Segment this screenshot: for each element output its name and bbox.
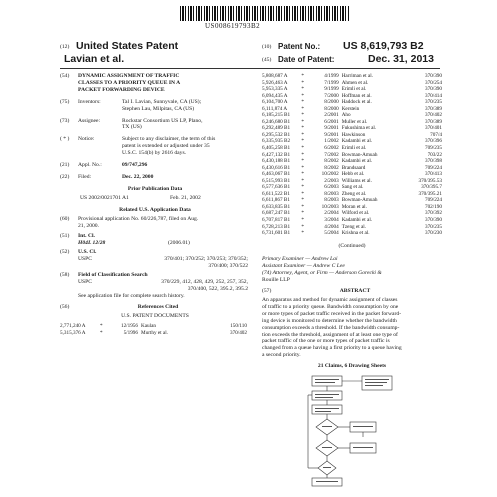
appl-number: 09/747,296 <box>122 162 148 169</box>
int-cl-label: Int. Cl. <box>78 233 95 240</box>
uspc-row <box>78 256 248 270</box>
ref-cited-by-examiner-mark: * <box>301 197 304 204</box>
appl-label: Appl. No.: <box>78 162 102 169</box>
notice-line: U.S.C. 154(b) by 2616 days. <box>122 150 187 157</box>
title-block <box>60 73 250 94</box>
assignee-line: Rockstar Consortium US LP, Plano, <box>122 117 203 124</box>
ref-date: 7/2002 <box>324 151 339 158</box>
claims-line: 21 Claims, 6 Drawing Sheets <box>317 363 387 369</box>
barcode-number: US008619793B2 <box>205 22 261 30</box>
ref-date: 8/2000 <box>324 105 339 112</box>
ref-class: 370/390 <box>424 86 442 93</box>
ref-date: 9/2001 <box>324 125 339 132</box>
ref-inventor: Aho <box>341 112 351 119</box>
provisional-line: 21, 2000. <box>78 222 99 229</box>
title-line: DYNAMIC ASSIGNMENT OF TRAFFIC <box>78 73 180 79</box>
abstract-text <box>262 297 444 359</box>
right-reference-list <box>262 73 442 237</box>
ref-number: 6,687,247 B1 <box>262 210 291 217</box>
ref-cited-by-examiner-mark: * <box>301 73 304 79</box>
prior-pub-date: Feb. 21, 2002 <box>170 194 201 201</box>
ref-cited-by-examiner-mark: * <box>301 145 304 152</box>
field-search-block <box>60 272 250 300</box>
filed-label: Filed: <box>78 173 92 180</box>
provisional-line: Provisional application No. 60/226,787, filed on Aug. <box>78 215 199 222</box>
field-search-body <box>78 272 248 300</box>
uspc-label: USPC <box>78 256 92 263</box>
ref-number: 6,185,215 B1 <box>262 112 291 119</box>
abstract-line: An apparatus and method for dynamic assignment of classes <box>262 297 398 303</box>
inventor-entry: Tal I. Lavian, Sunnyvale, CA (US); <box>122 98 202 105</box>
ref-inventor: Brandsaard <box>341 164 366 171</box>
ref-cited-by-examiner-mark: * <box>301 112 304 119</box>
notice-label: Notice: <box>78 136 95 143</box>
flow-box-text <box>365 385 383 386</box>
ref-cited-by-examiner-mark: * <box>301 164 304 171</box>
abstract-code: (57) <box>262 288 272 294</box>
flow-box <box>312 391 342 400</box>
patent-no-label: Patent No.: <box>278 42 321 51</box>
flow-box-text <box>315 408 339 409</box>
title-line: PACKET FORWARDING DEVICE <box>78 86 165 93</box>
ref-inventor: Bowman-Amuah <box>341 197 378 204</box>
ref-class: 370/390 <box>424 217 442 224</box>
ref-number: 6,577,636 B1 <box>262 184 291 191</box>
assistant-examiner: Assistant Examiner — Andrew C Lee <box>262 262 345 269</box>
ref-number: 2,771,240 A <box>60 323 86 330</box>
ref-inventor: Erimli et al. <box>341 86 367 93</box>
flow-box-text <box>353 426 373 427</box>
references-heading: References Cited <box>137 303 179 310</box>
ref-inventor: Harriman et al. <box>341 73 373 79</box>
ref-number: 5,808,687 A <box>262 73 288 79</box>
prior-pub-number: US 2002/0021701 A1 <box>80 194 129 201</box>
filed-date: Dec. 22, 2000 <box>122 173 154 180</box>
ref-class: 370/395.21 <box>418 190 442 197</box>
document-type-title: United States Patent <box>76 40 179 52</box>
ref-inventor: Ahmen et al. <box>341 79 369 86</box>
ref-date: 7/2000 <box>324 92 339 99</box>
ref-number: 6,430,188 B1 <box>262 158 291 165</box>
us-cl-code: (52) <box>60 249 70 256</box>
int-cl-code: (51) <box>60 233 70 240</box>
ref-class: 370/254 <box>424 79 442 86</box>
ref-date: 2/2003 <box>324 177 339 184</box>
ref-class: 709/224 <box>424 164 442 171</box>
ref-cited-by-examiner-mark: * <box>301 223 304 230</box>
assignee-label: Assignee: <box>78 117 101 124</box>
ref-inventor: Kaulan <box>141 323 156 330</box>
ref-number: 6,463,067 B1 <box>262 171 291 178</box>
abstract-line: of traffic to a priority queue. Bandwidth consumption by one <box>262 303 399 310</box>
ref-inventor: Fukushima et al. <box>341 125 377 132</box>
ref-inventor: Muller et al. <box>341 118 368 125</box>
ref-inventor: Erimli et al. <box>341 145 367 152</box>
ref-date: 4/2004 <box>324 223 339 230</box>
abstract-line: tion exceeds the threshold, assignment of at least one type of <box>262 331 398 338</box>
ref-number: 6,111,874 A <box>262 105 288 112</box>
abstract-line: changed from a queue having a first priority to a queue having <box>262 345 402 352</box>
ref-inventor: Sang et al. <box>341 184 364 191</box>
inventor-entry: Stephen Lau, Milpitas, CA (US) <box>122 105 195 112</box>
flow-box-text <box>316 481 338 482</box>
int-cl-body <box>78 233 190 247</box>
attorney-line: Rouille LLP <box>262 276 290 283</box>
ref-class: 709/235 <box>424 145 442 152</box>
flow-decision-text <box>322 426 332 427</box>
ref-inventor: Moran et al. <box>341 203 367 210</box>
ref-class: 370/389 <box>424 105 442 112</box>
ref-date: 2/2004 <box>324 210 339 217</box>
prior-pub-row <box>60 195 250 202</box>
ref-inventor: Williams et al. <box>341 177 372 184</box>
ref-number: 6,707,817 B1 <box>262 217 291 224</box>
left-reference-list <box>60 323 250 336</box>
ref-inventor: Tzeng et al. <box>341 223 367 230</box>
assignee-code: (73) <box>60 117 70 124</box>
references-code: (56) <box>60 303 70 310</box>
date-code: (45) <box>262 57 272 63</box>
ref-number: 6,731,601 B1 <box>262 230 291 237</box>
ref-date: 12/1956 <box>120 323 138 330</box>
ref-inventor: Hoffman et al. <box>341 92 372 99</box>
kind-code-label: (12) <box>60 44 70 50</box>
ref-class: 370/396 <box>424 138 442 145</box>
title-code: (54) <box>60 73 70 79</box>
ref-class: 370/390 <box>424 73 442 79</box>
flow-box-text <box>315 394 339 395</box>
ref-date: 7/1999 <box>324 79 339 86</box>
ref-number: 5,315,376 A <box>60 329 86 336</box>
ref-number: 6,246,680 B1 <box>262 118 291 125</box>
int-cl-block <box>60 233 250 247</box>
ref-cited-by-examiner-mark: * <box>301 105 304 112</box>
ref-class: 370/402 <box>229 329 247 336</box>
assignee-value <box>122 118 203 132</box>
flow-box-text <box>365 382 387 383</box>
flow-box-text <box>353 447 373 448</box>
ref-class: 703/22 <box>427 151 442 158</box>
ref-cited-by-examiner-mark: * <box>301 177 304 184</box>
ref-cited-by-examiner-mark: * <box>301 203 304 210</box>
inventors-code: (75) <box>60 98 70 105</box>
flow-box-text <box>315 382 335 383</box>
ref-number: 6,104,700 A <box>262 99 288 106</box>
abstract-line: or more types of packet traffic received in the packet forward- <box>262 310 402 317</box>
ref-class: 370/413 <box>424 171 442 178</box>
flow-decision-text <box>322 447 332 448</box>
ref-class: 370/389 <box>424 118 442 125</box>
ref-class: 370/414 <box>424 92 442 99</box>
provisional-block <box>60 216 250 230</box>
ref-inventor: Kadambi et al. <box>341 158 373 165</box>
ref-date: 6/2003 <box>324 184 339 191</box>
ref-date: 9/2001 <box>324 131 339 138</box>
us-cl-block <box>60 249 250 270</box>
field-search-line: 370/400, 522, 395.2, 395.2 <box>187 285 248 292</box>
reference-row <box>262 230 442 237</box>
field-search-classes <box>108 279 248 293</box>
continued-note: (Continued) <box>338 243 366 249</box>
ref-number: 6,427,132 B1 <box>262 151 291 158</box>
ref-inventor: Wilford et al. <box>341 210 370 217</box>
ref-date: 3/2004 <box>324 217 339 224</box>
patent-no-code: (10) <box>262 44 272 50</box>
notice-line: Subject to any disclaimer, the term of this <box>122 136 216 143</box>
ref-cited-by-examiner-mark: * <box>100 329 103 336</box>
ref-class: 370/235 <box>424 99 442 106</box>
inventors-block <box>60 99 250 113</box>
us-patent-documents-heading: U.S. PATENT DOCUMENTS <box>121 313 189 320</box>
ref-number: 5,926,463 A <box>262 79 288 86</box>
uspc-line: 370/400; 370/522 <box>208 263 248 270</box>
ref-inventor: Bowman-Amuah <box>341 151 378 158</box>
us-cl-label: U.S. Cl. <box>78 249 97 256</box>
int-cl-date: (2006.01) <box>168 240 190 247</box>
ref-class: 370/235 <box>424 223 442 230</box>
reference-row <box>60 330 250 337</box>
notice-line: patent is extended or adjusted under 35 <box>122 143 210 150</box>
ref-date: 4/1999 <box>324 73 339 79</box>
ref-number: 5,953,335 A <box>262 86 288 93</box>
ref-date: 2/2001 <box>324 112 339 119</box>
ref-cited-by-examiner-mark: * <box>301 171 304 178</box>
ref-number: 6,430,616 B1 <box>262 164 291 171</box>
patent-date: Dec. 31, 2013 <box>368 53 434 65</box>
ref-cited-by-examiner-mark: * <box>301 184 304 191</box>
inventors-label: Inventors: <box>78 98 101 105</box>
uspc-line: 370/401; 370/252; 370/253; 370/352; <box>164 256 248 263</box>
invention-title <box>78 73 180 94</box>
ref-date: 8/2003 <box>324 190 339 197</box>
field-search-row <box>78 279 248 293</box>
ref-cited-by-examiner-mark: * <box>301 99 304 106</box>
ref-cited-by-examiner-mark: * <box>301 118 304 125</box>
abstract-line: ing device is monitored to determine whether the bandwidth <box>262 317 397 324</box>
barcode <box>180 6 350 21</box>
ref-date: 8/2002 <box>324 164 339 171</box>
ref-number: 6,335,935 B2 <box>262 138 291 145</box>
ref-date: 8/2002 <box>324 158 339 165</box>
ref-number: 6,611,867 B1 <box>262 197 290 204</box>
flow-box <box>312 376 342 386</box>
filed-block <box>60 174 250 181</box>
flow-box-text <box>315 397 333 398</box>
ref-number: 6,295,532 B1 <box>262 131 291 138</box>
ref-cited-by-examiner-mark: * <box>301 79 304 86</box>
patent-number: US 8,619,793 B2 <box>343 40 424 52</box>
ref-number: 6,094,435 A <box>262 92 288 99</box>
ref-class: 370/402 <box>424 112 442 119</box>
ref-date: 6/2002 <box>324 145 339 152</box>
ref-cited-by-examiner-mark: * <box>301 190 304 197</box>
provisional-code: (60) <box>60 215 70 222</box>
primary-examiner: Primary Examiner — Andrew Lai <box>262 256 338 262</box>
assignee-block <box>60 118 250 132</box>
abstract-line: packet traffic of the one or more types of packet traffic is <box>262 338 390 345</box>
ref-cited-by-examiner-mark: * <box>301 125 304 132</box>
prior-pub-heading: Prior Publication Data <box>127 185 183 192</box>
ref-date: 5/2004 <box>324 230 339 237</box>
field-search-code: (58) <box>60 271 70 278</box>
related-heading: Related U.S. Application Data <box>119 206 191 213</box>
notice-block <box>60 136 250 157</box>
ref-number: 6,405,258 B1 <box>262 145 291 152</box>
abstract-heading: ABSTRACT <box>339 288 371 294</box>
ref-cited-by-examiner-mark: * <box>301 158 304 165</box>
ref-inventor: Kadambi et al. <box>341 217 373 224</box>
ref-date: 10/2002 <box>321 171 339 178</box>
ref-class: 150/110 <box>230 323 247 330</box>
ref-cited-by-examiner-mark: * <box>301 210 304 217</box>
header-rule <box>60 68 440 69</box>
see-application-note: See application file for complete search history. <box>78 292 185 299</box>
flowchart-figure <box>300 373 410 488</box>
flow-box-text <box>315 379 339 380</box>
assignee-line: TX (US) <box>122 124 142 131</box>
field-search-label: Field of Classification Search <box>78 271 148 278</box>
int-cl-row <box>78 240 190 247</box>
filed-code: (22) <box>60 173 70 180</box>
notice-code: ( * ) <box>60 136 70 143</box>
ref-cited-by-examiner-mark: * <box>301 230 304 237</box>
ref-inventor: Kadambi et al. <box>341 138 373 145</box>
field-search-line: 370/229, 412, 428, 429, 252, 257, 352, <box>161 278 248 285</box>
ref-cited-by-examiner-mark: * <box>301 131 304 138</box>
ref-cited-by-examiner-mark: * <box>301 151 304 158</box>
abstract-heading-row <box>262 288 442 295</box>
ref-inventor: Krishna et al. <box>341 230 370 237</box>
ref-class: 370/401 <box>424 125 442 132</box>
notice-text <box>122 136 215 157</box>
examiner-name: Andrew C Lee <box>313 262 345 269</box>
ref-inventor: Haddock et al. <box>341 99 372 106</box>
flow-box <box>312 405 342 414</box>
ref-number: 6,515,993 B1 <box>262 177 291 184</box>
ref-class: 702/190 <box>424 203 442 210</box>
appl-block <box>60 162 250 169</box>
ref-cited-by-examiner-mark: * <box>301 217 304 224</box>
ref-number: 6,292,489 B1 <box>262 125 291 132</box>
attorney-line: (74) Attorney, Agent, or Firm — Anderson Gorecki & <box>262 269 382 276</box>
examiners-block <box>262 256 442 284</box>
ref-date: 8/2003 <box>324 197 339 204</box>
int-cl-class: H04L 12/28 <box>78 240 106 247</box>
ref-date: 5/1996 <box>123 329 138 336</box>
references-block <box>60 304 250 311</box>
ref-inventor: Hawkinson <box>341 131 366 138</box>
ref-class: 370/395.53 <box>418 177 442 184</box>
ref-cited-by-examiner-mark: * <box>301 138 304 145</box>
flow-decision-text <box>323 467 331 468</box>
uspc-classes <box>108 256 248 270</box>
us-cl-body <box>78 249 248 270</box>
flow-box-text <box>315 411 331 412</box>
date-label: Date of Patent: <box>278 55 335 64</box>
ref-date: 9/1999 <box>324 86 339 93</box>
inventors-list <box>122 99 201 113</box>
ref-class: 370/230 <box>424 230 442 237</box>
ref-date: 1/2002 <box>324 138 339 145</box>
ref-date: 6/2001 <box>324 118 339 125</box>
examiner-role: Assistant Examiner <box>262 262 306 269</box>
ref-number: 6,728,213 B1 <box>262 223 291 230</box>
appl-code: (21) <box>60 162 70 169</box>
ref-cited-by-examiner-mark: * <box>301 86 304 93</box>
examiner-name: Andrew Lai <box>311 256 338 262</box>
ref-inventor: Murthy et al. <box>141 329 168 336</box>
ref-date: 8/2000 <box>324 99 339 106</box>
left-column <box>60 73 250 336</box>
abstract-line: a second priority. <box>262 352 301 359</box>
ref-date: 10/2003 <box>321 203 339 210</box>
ref-number: 6,633,835 B1 <box>262 203 291 210</box>
ref-class: 370/392 <box>424 210 442 217</box>
provisional-text <box>78 216 198 230</box>
ref-inventor: Hebb et al. <box>341 171 365 178</box>
ref-inventor: Kerstein <box>341 105 360 112</box>
ref-class: 370/395.7 <box>421 184 442 191</box>
field-uspc-label: USPC <box>78 278 92 285</box>
ref-number: 6,611,522 B1 <box>262 190 290 197</box>
ref-class: 709/224 <box>424 197 442 204</box>
ref-cited-by-examiner-mark: * <box>301 92 304 99</box>
ref-class: 370/398 <box>424 158 442 165</box>
ref-cited-by-examiner-mark: * <box>100 323 103 330</box>
ref-class: 707/4 <box>430 131 442 138</box>
flow-box-text <box>365 379 389 380</box>
examiner-role: Primary Examiner <box>262 256 304 262</box>
title-line: CLASSES TO A PRIORITY QUEUE IN A <box>78 79 181 86</box>
ref-inventor: Zheng et al. <box>341 190 367 197</box>
inventor-line: Lavian et al. <box>64 53 125 65</box>
abstract-line: consumption exceeds a threshold. If the bandwidth consump- <box>262 324 400 331</box>
